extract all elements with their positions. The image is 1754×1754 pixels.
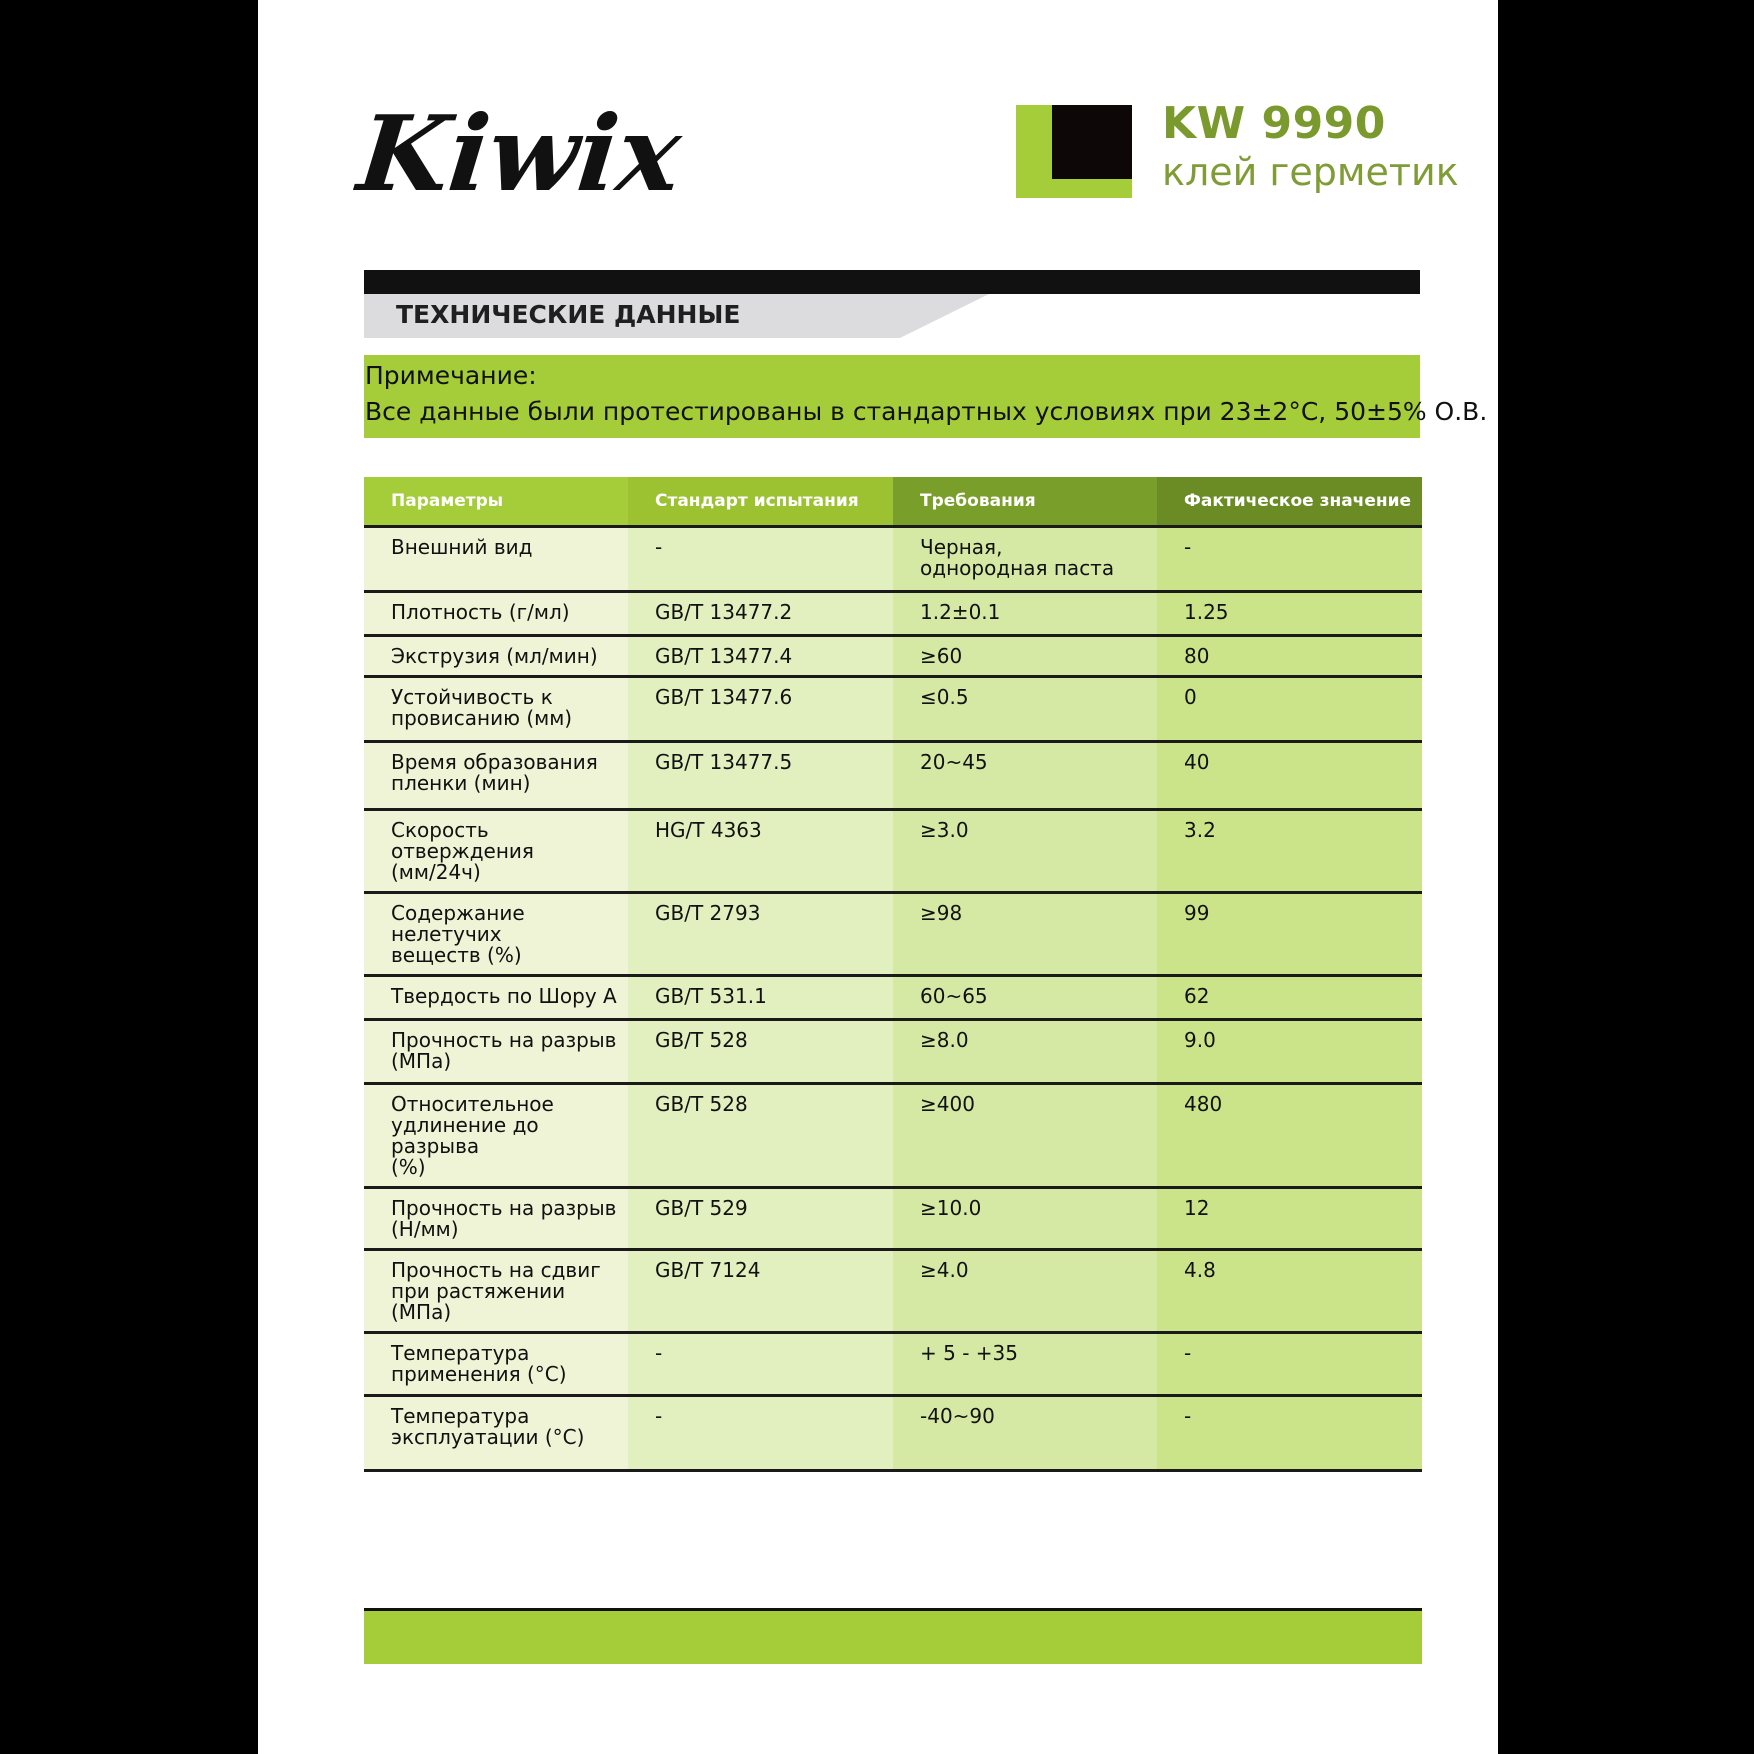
badge-black-square [1052,105,1132,179]
cell-requirement: ≥400 [893,1084,1157,1188]
cell-parameter: Устойчивость к провисанию (мм) [364,677,628,742]
footer-bar [364,1611,1422,1664]
table-row [364,592,1422,636]
cell-test-standard: GB/T 13477.5 [628,742,893,810]
table-row [364,742,1422,810]
cell-actual-value: 80 [1157,636,1422,677]
header-parameters: Параметры [364,477,628,527]
cell-parameter: Твердость по Шору А [364,976,628,1020]
table-row [364,636,1422,677]
cell-test-standard: GB/T 13477.4 [628,636,893,677]
cell-test-standard: GB/T 528 [628,1020,893,1084]
header-test-standard: Стандарт испытания [628,477,893,527]
cell-actual-value: 480 [1157,1084,1422,1188]
cell-test-standard: GB/T 13477.6 [628,677,893,742]
note-label: Примечание: [365,361,537,390]
cell-requirement: ≥8.0 [893,1020,1157,1084]
cell-parameter: Экструзия (мл/мин) [364,636,628,677]
cell-requirement: ≤0.5 [893,677,1157,742]
cell-requirement: ≥98 [893,893,1157,976]
cell-actual-value: 1.25 [1157,592,1422,636]
cell-parameter: Содержание нелетучих веществ (%) [364,893,628,976]
cell-actual-value: 99 [1157,893,1422,976]
table-row [364,527,1422,592]
cell-test-standard: HG/T 4363 [628,810,893,893]
cell-parameter: Время образования пленки (мин) [364,742,628,810]
cell-test-standard: GB/T 7124 [628,1250,893,1333]
cell-actual-value: - [1157,1396,1422,1471]
svg-text:Kiwix: Kiwix [352,92,687,215]
cell-requirement: ≥10.0 [893,1188,1157,1250]
cell-test-standard: - [628,1396,893,1471]
table-row [364,1396,1422,1471]
cell-actual-value: 9.0 [1157,1020,1422,1084]
cell-requirement: 20~45 [893,742,1157,810]
cell-requirement: ≥4.0 [893,1250,1157,1333]
cell-parameter: Прочность на разрыв (МПа) [364,1020,628,1084]
cell-parameter: Плотность (г/мл) [364,592,628,636]
header-requirements: Требования [893,477,1157,527]
note-text: Все данные были протестированы в стандартных условиях при 23±2°C, 50±5% О.В. [365,397,1488,426]
cell-requirement: ≥3.0 [893,810,1157,893]
cell-test-standard: GB/T 531.1 [628,976,893,1020]
cell-parameter: Прочность на разрыв (Н/мм) [364,1188,628,1250]
table-row [364,1188,1422,1250]
cell-parameter: Относительное удлинение до разрыва (%) [364,1084,628,1188]
cell-actual-value: 0 [1157,677,1422,742]
cell-test-standard: GB/T 529 [628,1188,893,1250]
cell-parameter: Прочность на сдвиг при растяжении (МПа) [364,1250,628,1333]
cell-requirement: Черная, однородная паста [893,527,1157,592]
cell-requirement: -40~90 [893,1396,1157,1471]
table-body [364,527,1422,1471]
cell-requirement: + 5 - +35 [893,1333,1157,1396]
cell-actual-value: - [1157,527,1422,592]
cell-actual-value: 62 [1157,976,1422,1020]
table-row [364,893,1422,976]
table-row [364,1020,1422,1084]
cell-test-standard: - [628,527,893,592]
table-row [364,1333,1422,1396]
header-actual-value: Фактическое значение [1157,477,1422,527]
table-header-row [364,477,1422,527]
cell-test-standard: GB/T 2793 [628,893,893,976]
cell-test-standard: GB/T 528 [628,1084,893,1188]
product-code: KW 9990 [1162,98,1386,149]
table-row [364,1250,1422,1333]
table-row [364,810,1422,893]
cell-parameter: Скорость отверждения (мм/24ч) [364,810,628,893]
cell-actual-value: 12 [1157,1188,1422,1250]
table-row [364,1084,1422,1188]
cell-requirement: 1.2±0.1 [893,592,1157,636]
section-title: ТЕХНИЧЕСКИЕ ДАННЫЕ [396,300,741,329]
cell-actual-value: 40 [1157,742,1422,810]
cell-test-standard: GB/T 13477.2 [628,592,893,636]
cell-parameter: Температура применения (°C) [364,1333,628,1396]
section-tab [364,294,989,338]
kiwix-logo [352,80,687,215]
cell-parameter: Внешний вид [364,527,628,592]
cell-test-standard: - [628,1333,893,1396]
product-badge-icon [1016,105,1132,198]
cell-actual-value: 3.2 [1157,810,1422,893]
table-row [364,976,1422,1020]
cell-actual-value: 4.8 [1157,1250,1422,1333]
product-name: клей герметик [1162,150,1459,194]
technical-data-table [364,477,1422,1472]
table-row [364,677,1422,742]
cell-requirement: 60~65 [893,976,1157,1020]
cell-parameter: Температура эксплуатации (°C) [364,1396,628,1471]
note-box [364,355,1488,438]
header-divider-bar [364,270,1420,294]
cell-requirement: ≥60 [893,636,1157,677]
datasheet-page [258,0,1498,1754]
cell-actual-value: - [1157,1333,1422,1396]
